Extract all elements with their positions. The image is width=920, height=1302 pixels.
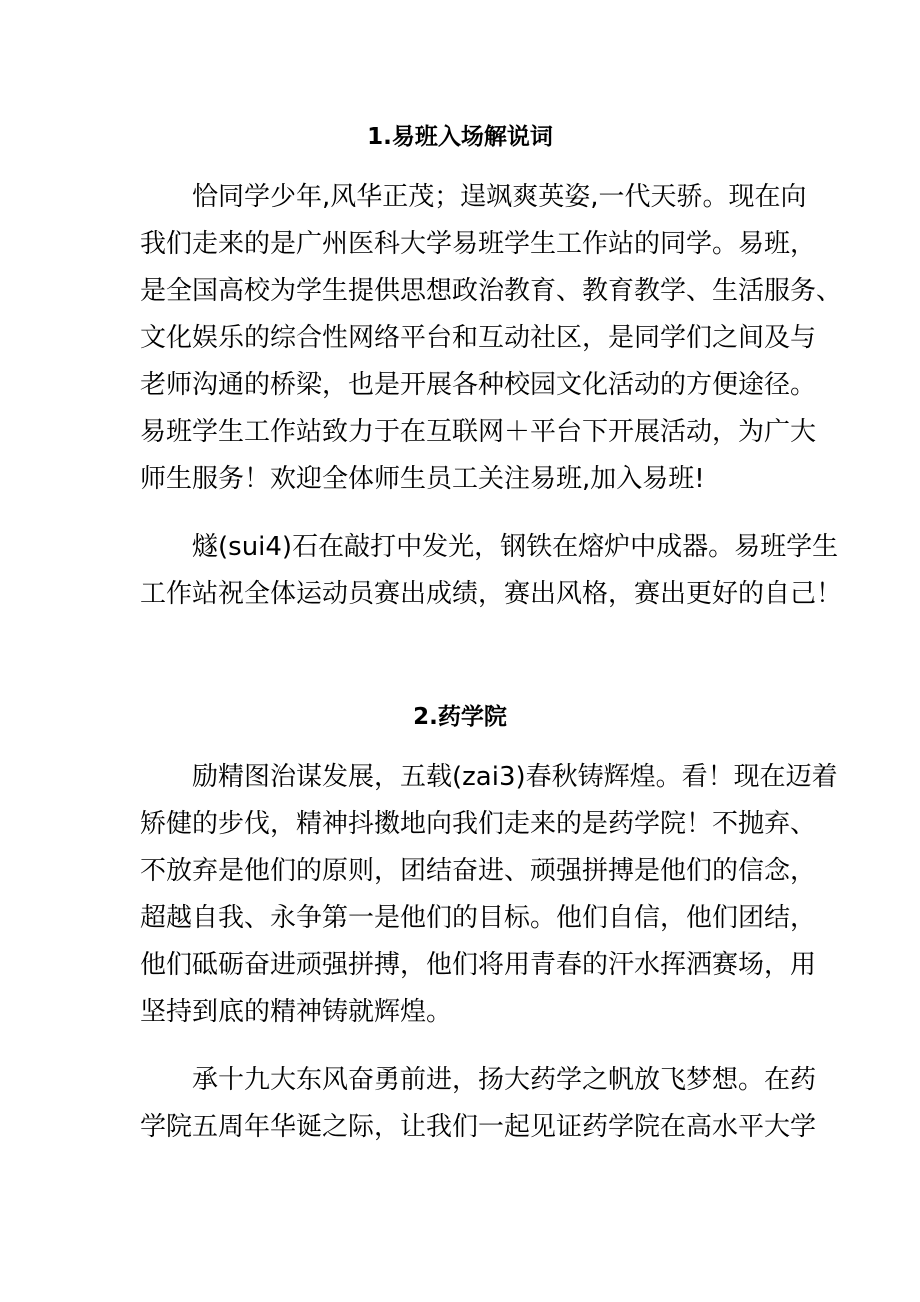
- paragraph-line: 承十九大东风奋勇前进，扬大药学之帆放飞梦想。在药: [192, 1065, 817, 1095]
- section-1-title: 1.易班入场解说词: [367, 124, 553, 150]
- paragraph-line: 易班学生工作站致力于在互联网＋平台下开展活动，为广大: [140, 417, 817, 447]
- paragraph-line: 矫健的步伐，精神抖擞地向我们走来的是药学院！不抛弃、: [140, 809, 817, 839]
- paragraph-line: 学院五周年华诞之际，让我们一起见证药学院在高水平大学: [140, 1112, 817, 1142]
- paragraph-line: 老师沟通的桥梁，也是开展各种校园文化活动的方便途径。: [140, 370, 817, 400]
- paragraph-line: 工作站祝全体运动员赛出成绩，赛出风格，赛出更好的自己！: [140, 579, 843, 609]
- paragraph-line: 励精图治谋发展，五载(zai3)春秋铸辉煌。看！现在迈着: [192, 762, 838, 792]
- paragraph-line: 坚持到底的精神铸就辉煌。: [140, 997, 453, 1027]
- paragraph-line: 师生服务！欢迎全体师生员工关注易班,加入易班!: [140, 464, 705, 494]
- paragraph-line: 燧(sui4)石在敲打中发光，钢铁在熔炉中成器。易班学生: [192, 532, 839, 562]
- paragraph-line: 恰同学少年,风华正茂；逞飒爽英姿,一代天骄。现在向: [192, 182, 807, 212]
- section-2-title: 2.药学院: [413, 704, 507, 730]
- paragraph-line: 是全国高校为学生提供思想政治教育、教育教学、生活服务、: [140, 276, 843, 306]
- paragraph-line: 他们砥砺奋进顽强拼搏，他们将用青春的汗水挥洒赛场，用: [140, 950, 817, 980]
- paragraph-line: 我们走来的是广州医科大学易班学生工作站的同学。易班，: [140, 229, 817, 259]
- paragraph-line: 不放弃是他们的原则，团结奋进、顽强拼搏是他们的信念，: [140, 856, 817, 886]
- paragraph-line: 超越自我、永争第一是他们的目标。他们自信，他们团结，: [140, 903, 817, 933]
- paragraph-line: 文化娱乐的综合性网络平台和互动社区，是同学们之间及与: [140, 323, 817, 353]
